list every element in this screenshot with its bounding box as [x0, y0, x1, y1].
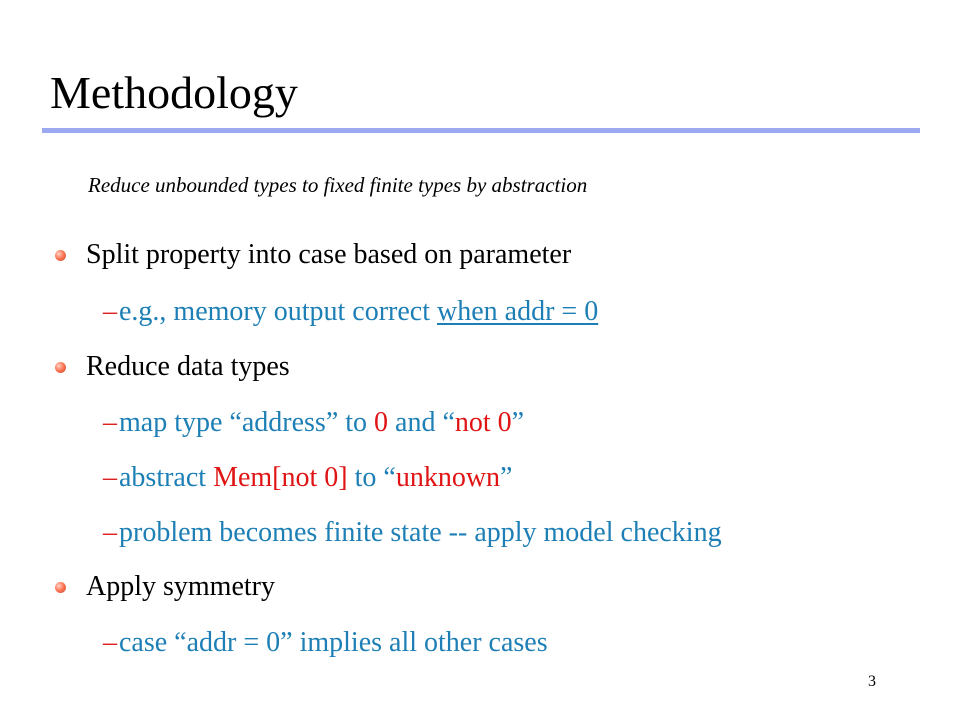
sub-bullet	[103, 519, 722, 547]
sub-bullet-text: case “addr = 0” implies all other cases	[119, 627, 548, 658]
sub-bullet-text: to “	[347, 462, 396, 493]
bullet-dot-icon	[55, 250, 66, 261]
sub-bullet-text: abstract	[119, 462, 214, 493]
closing-quote: ”	[511, 407, 525, 438]
highlight-not-zero: not 0	[454, 407, 512, 438]
sub-bullet	[103, 464, 512, 492]
slide-title: Methodology	[50, 67, 298, 118]
dash-marker: –	[103, 296, 117, 327]
sub-bullet-text: and “	[388, 407, 455, 438]
bullet-dot-icon	[55, 362, 66, 373]
sub-bullet	[103, 629, 548, 657]
bullet-text: Apply symmetry	[86, 571, 275, 602]
sub-bullet	[103, 409, 524, 437]
page-number: 3	[868, 673, 876, 690]
highlight-mem: Mem[not 0]	[213, 462, 348, 493]
bullet-dot-icon	[55, 582, 66, 593]
highlight-zero: 0	[374, 407, 389, 438]
underlined-condition: when addr = 0	[437, 296, 599, 327]
closing-quote: ”	[500, 462, 513, 493]
dash-marker: –	[103, 627, 117, 658]
bullet-text: Reduce data types	[86, 351, 290, 382]
highlight-unknown: unknown	[395, 462, 501, 493]
title-underline-rule	[42, 128, 920, 133]
sub-bullet	[103, 298, 598, 326]
slide-subtitle: Reduce unbounded types to fixed finite types by abstraction	[88, 173, 588, 197]
dash-marker: –	[103, 407, 117, 438]
dash-marker: –	[103, 517, 117, 548]
sub-bullet-text: problem becomes finite state -- apply model checking	[119, 517, 722, 548]
dash-marker: –	[103, 462, 117, 493]
sub-bullet-text: map type “address” to	[119, 407, 375, 438]
sub-bullet-text: e.g., memory output correct	[119, 296, 438, 327]
bullet-text: Split property into case based on parameter	[86, 239, 572, 270]
